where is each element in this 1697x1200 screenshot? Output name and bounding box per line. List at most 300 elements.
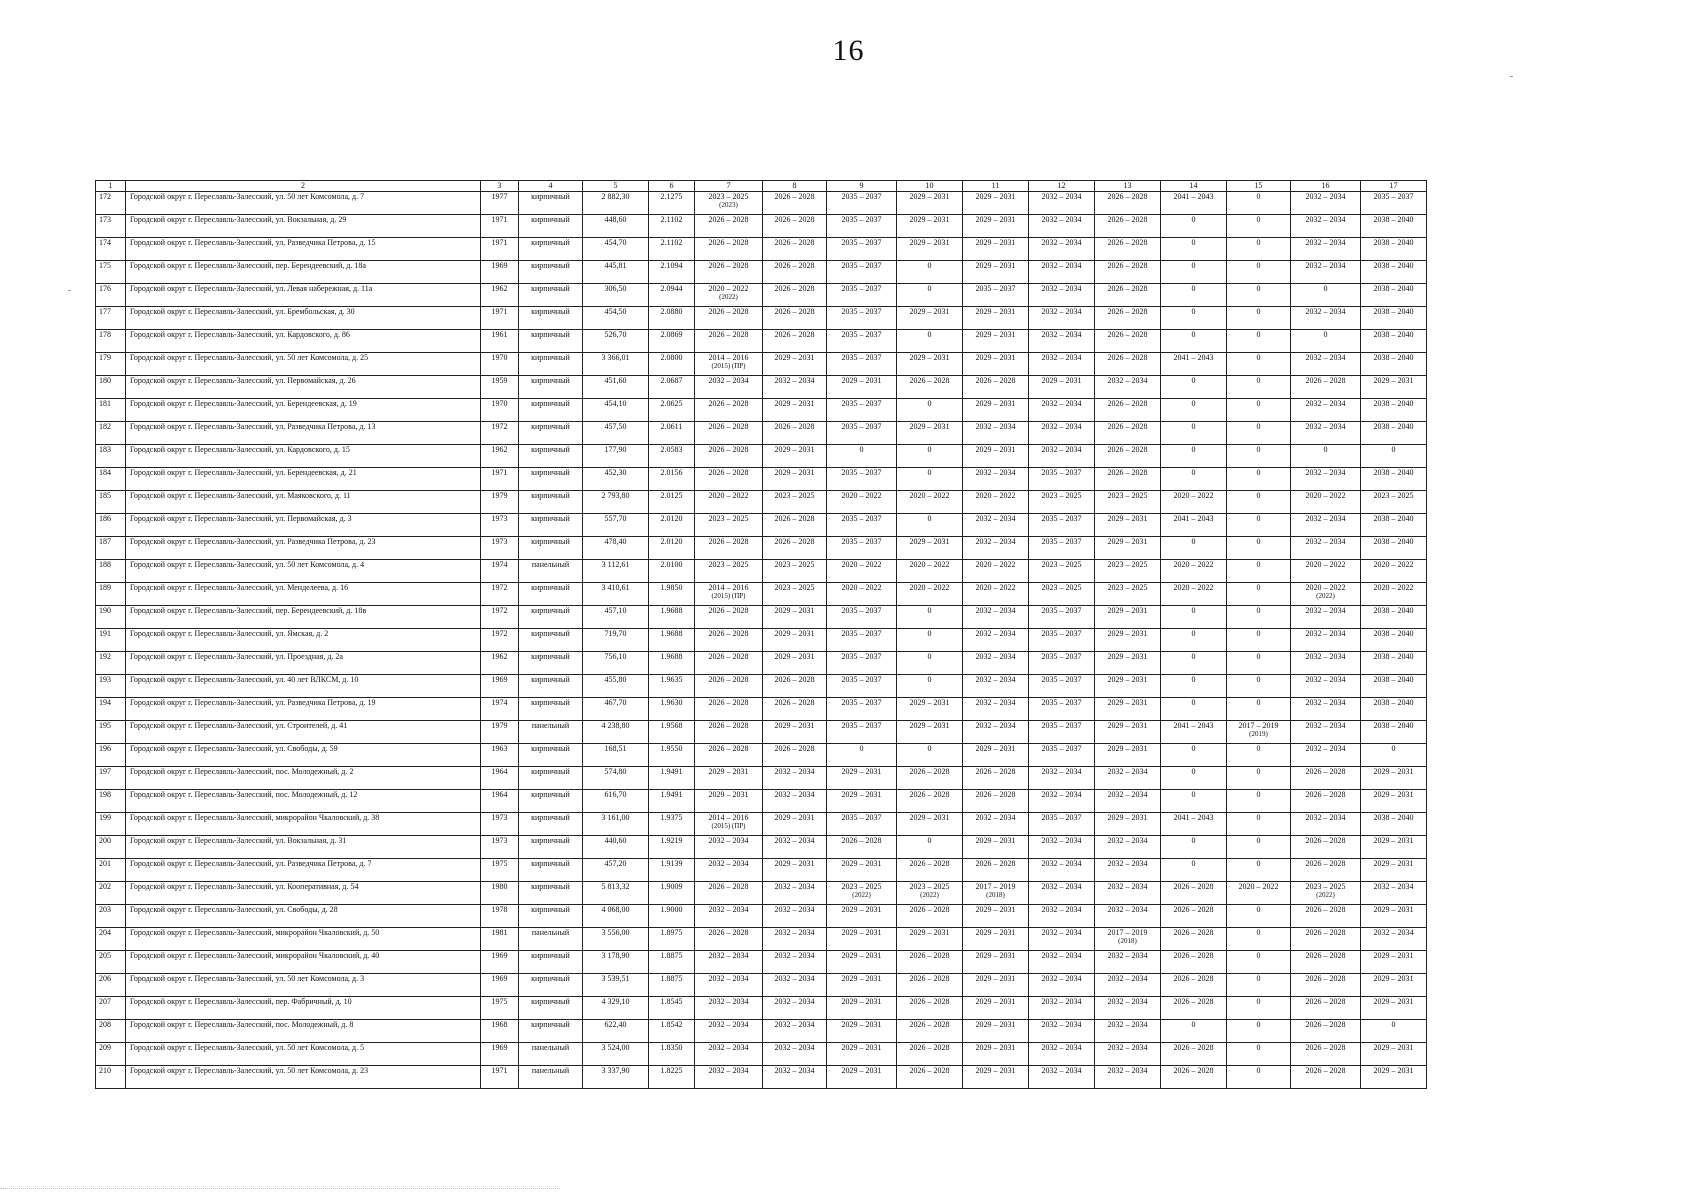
cell-value: 3 410,61 bbox=[601, 583, 630, 592]
cell-k bbox=[649, 974, 695, 997]
cell-value: 209 bbox=[99, 1043, 111, 1052]
cell-addr bbox=[126, 675, 481, 698]
cell-c9 bbox=[827, 652, 897, 675]
cell-value: 2032 – 2034 bbox=[1305, 652, 1346, 661]
cell-value: 2029 – 2031 bbox=[975, 905, 1016, 914]
cell-value: 2 882,30 bbox=[601, 192, 630, 201]
cell-value: 2032 – 2034 bbox=[975, 468, 1016, 477]
cell-c8 bbox=[763, 445, 827, 468]
cell-area bbox=[583, 721, 649, 744]
cell-c10 bbox=[897, 951, 963, 974]
cell-value: 0 bbox=[1256, 836, 1261, 845]
table-row bbox=[96, 813, 1427, 836]
cell-value: 2020 – 2022 bbox=[841, 560, 882, 569]
cell-c17 bbox=[1361, 629, 1427, 652]
cell-c10 bbox=[897, 1066, 963, 1089]
cell-n bbox=[96, 353, 126, 376]
cell-value: 0 bbox=[1323, 284, 1328, 293]
cell-value: 526,70 bbox=[604, 330, 627, 339]
cell-value: 1.9688 bbox=[660, 606, 683, 615]
cell-addr bbox=[126, 468, 481, 491]
cell-area bbox=[583, 905, 649, 928]
cell-area bbox=[583, 1020, 649, 1043]
table-row bbox=[96, 491, 1427, 514]
cell-addr bbox=[126, 238, 481, 261]
cell-value: 197 bbox=[99, 767, 111, 776]
cell-value: 2038 – 2040 bbox=[1373, 353, 1414, 362]
cell-value: 2041 – 2043 bbox=[1173, 721, 1214, 730]
cell-value: 2023 – 2025 bbox=[1305, 882, 1346, 891]
cell-c8 bbox=[763, 836, 827, 859]
cell-value: 2032 – 2034 bbox=[774, 767, 815, 776]
cell-c9 bbox=[827, 560, 897, 583]
cell-value: Городской округ г. Переславль-Залесский, ул. Первомайская, д. 26 bbox=[130, 376, 356, 385]
cell-addr bbox=[126, 905, 481, 928]
cell-year bbox=[481, 284, 519, 307]
cell-c14 bbox=[1161, 537, 1227, 560]
cell-value: 2029 – 2031 bbox=[909, 813, 950, 822]
cell-c14 bbox=[1161, 399, 1227, 422]
cell-addr bbox=[126, 330, 481, 353]
cell-c11 bbox=[963, 514, 1029, 537]
cell-c7 bbox=[695, 468, 763, 491]
cell-n bbox=[96, 744, 126, 767]
cell-c10 bbox=[897, 859, 963, 882]
cell-value: 2032 – 2034 bbox=[708, 997, 749, 1006]
cell-value: 457,20 bbox=[604, 859, 627, 868]
cell-k bbox=[649, 422, 695, 445]
cell-value: 2026 – 2028 bbox=[774, 307, 815, 316]
cell-value: 187 bbox=[99, 537, 111, 546]
cell-c7 bbox=[695, 1043, 763, 1066]
table-row bbox=[96, 376, 1427, 399]
cell-mat bbox=[519, 445, 583, 468]
cell-c15 bbox=[1227, 215, 1291, 238]
cell-c17 bbox=[1361, 905, 1427, 928]
cell-value: панельный bbox=[531, 721, 570, 730]
cell-addr bbox=[126, 399, 481, 422]
cell-area bbox=[583, 698, 649, 721]
cell-value: 5 813,32 bbox=[601, 882, 630, 891]
cell-value: 2026 – 2028 bbox=[1107, 330, 1148, 339]
cell-value: 2026 – 2028 bbox=[708, 882, 749, 891]
cell-mat bbox=[519, 192, 583, 215]
cell-n bbox=[96, 629, 126, 652]
cell-year bbox=[481, 491, 519, 514]
cell-c9 bbox=[827, 629, 897, 652]
cell-addr bbox=[126, 629, 481, 652]
cell-value: 0 bbox=[927, 606, 932, 615]
cell-c10 bbox=[897, 192, 963, 215]
cell-value: 0 bbox=[1323, 330, 1328, 339]
cell-c16 bbox=[1291, 1066, 1361, 1089]
cell-value: 1971 bbox=[491, 307, 508, 316]
cell-c17 bbox=[1361, 238, 1427, 261]
cell-value: кирпичный bbox=[531, 238, 570, 247]
cell-c16 bbox=[1291, 744, 1361, 767]
cell-value: 2026 – 2028 bbox=[774, 675, 815, 684]
cell-value: 1.8545 bbox=[660, 997, 683, 1006]
cell-area bbox=[583, 353, 649, 376]
cell-c11 bbox=[963, 698, 1029, 721]
cell-value: 2032 – 2034 bbox=[1373, 882, 1414, 891]
cell-n bbox=[96, 537, 126, 560]
table-row bbox=[96, 951, 1427, 974]
cell-value: 2032 – 2034 bbox=[1041, 330, 1082, 339]
cell-value: 1.9550 bbox=[660, 744, 683, 753]
cell-mat bbox=[519, 652, 583, 675]
cell-c14 bbox=[1161, 606, 1227, 629]
column-header-6: 6 bbox=[649, 181, 695, 192]
table-row bbox=[96, 905, 1427, 928]
cell-c15 bbox=[1227, 583, 1291, 606]
cell-value: 1962 bbox=[491, 445, 508, 454]
cell-c15 bbox=[1227, 1066, 1291, 1089]
cell-mat bbox=[519, 721, 583, 744]
cell-value: кирпичный bbox=[531, 974, 570, 983]
cell-value: 202 bbox=[99, 882, 111, 891]
table-row bbox=[96, 1043, 1427, 1066]
cell-year bbox=[481, 1043, 519, 1066]
cell-value: 2035 – 2037 bbox=[841, 629, 882, 638]
cell-value: 2032 – 2034 bbox=[1041, 307, 1082, 316]
cell-k bbox=[649, 606, 695, 629]
cell-value: 2029 – 2031 bbox=[841, 974, 882, 983]
cell-c16 bbox=[1291, 652, 1361, 675]
cell-c14 bbox=[1161, 560, 1227, 583]
cell-c13 bbox=[1095, 744, 1161, 767]
cell-year bbox=[481, 905, 519, 928]
cell-value: 0 bbox=[1256, 928, 1261, 937]
cell-c11 bbox=[963, 215, 1029, 238]
cell-value: 2032 – 2034 bbox=[1107, 1043, 1148, 1052]
cell-value: 1.9009 bbox=[660, 882, 683, 891]
cell-n bbox=[96, 974, 126, 997]
cell-value: 0 bbox=[927, 675, 932, 684]
cell-mat bbox=[519, 836, 583, 859]
cell-year bbox=[481, 767, 519, 790]
cell-c14 bbox=[1161, 284, 1227, 307]
cell-mat bbox=[519, 238, 583, 261]
cell-value: 0 bbox=[1191, 261, 1196, 270]
cell-value: кирпичный bbox=[531, 261, 570, 270]
cell-addr bbox=[126, 560, 481, 583]
cell-value: 2035 – 2037 bbox=[1041, 744, 1082, 753]
cell-value: 2029 – 2031 bbox=[1373, 1066, 1414, 1075]
cell-c7 bbox=[695, 353, 763, 376]
table-row bbox=[96, 744, 1427, 767]
column-header-4: 4 bbox=[519, 181, 583, 192]
cell-c15 bbox=[1227, 997, 1291, 1020]
cell-mat bbox=[519, 261, 583, 284]
cell-c14 bbox=[1161, 675, 1227, 698]
cell-value: 2032 – 2034 bbox=[1107, 836, 1148, 845]
cell-value: 0 bbox=[1256, 652, 1261, 661]
table-row bbox=[96, 445, 1427, 468]
cell-value: 2029 – 2031 bbox=[975, 951, 1016, 960]
cell-c16 bbox=[1291, 974, 1361, 997]
cell-c13 bbox=[1095, 951, 1161, 974]
cell-mat bbox=[519, 284, 583, 307]
cell-value: 0 bbox=[1256, 560, 1261, 569]
cell-c7 bbox=[695, 307, 763, 330]
cell-c12 bbox=[1029, 767, 1095, 790]
cell-value: 1.9219 bbox=[660, 836, 683, 845]
cell-addr bbox=[126, 882, 481, 905]
cell-value: 175 bbox=[99, 261, 111, 270]
cell-c17 bbox=[1361, 330, 1427, 353]
cell-value: 2029 – 2031 bbox=[1373, 1043, 1414, 1052]
cell-mat bbox=[519, 882, 583, 905]
cell-value: 0 bbox=[1256, 537, 1261, 546]
cell-c13 bbox=[1095, 491, 1161, 514]
cell-value: 0 bbox=[1256, 583, 1261, 592]
cell-value: 0 bbox=[1191, 422, 1196, 431]
cell-c12 bbox=[1029, 1043, 1095, 1066]
cell-c9 bbox=[827, 422, 897, 445]
cell-c17 bbox=[1361, 1043, 1427, 1066]
cell-value: 172 bbox=[99, 192, 111, 201]
cell-c7 bbox=[695, 905, 763, 928]
cell-c13 bbox=[1095, 399, 1161, 422]
cell-c7 bbox=[695, 261, 763, 284]
cell-value: Городской округ г. Переславль-Залесский, ул. Вокзальная, д. 31 bbox=[130, 836, 347, 845]
cell-c12 bbox=[1029, 629, 1095, 652]
cell-c7 bbox=[695, 491, 763, 514]
cell-value: кирпичный bbox=[531, 767, 570, 776]
cell-value: 2032 – 2034 bbox=[1305, 629, 1346, 638]
cell-c13 bbox=[1095, 560, 1161, 583]
cell-value: 0 bbox=[1256, 353, 1261, 362]
cell-addr bbox=[126, 767, 481, 790]
cell-value: кирпичный bbox=[531, 698, 570, 707]
cell-n bbox=[96, 1020, 126, 1043]
cell-value: 1970 bbox=[491, 399, 508, 408]
cell-value: 2038 – 2040 bbox=[1373, 399, 1414, 408]
cell-c13 bbox=[1095, 859, 1161, 882]
cell-c15 bbox=[1227, 238, 1291, 261]
cell-value: Городской округ г. Переславль-Залесский, ул. Берендеевская, д. 19 bbox=[130, 399, 357, 408]
cell-value: 2032 – 2034 bbox=[1041, 1066, 1082, 1075]
cell-year bbox=[481, 238, 519, 261]
cell-value: 203 bbox=[99, 905, 111, 914]
cell-c7 bbox=[695, 675, 763, 698]
cell-value: 2020 – 2022 bbox=[909, 560, 950, 569]
cell-c7 bbox=[695, 836, 763, 859]
cell-c16 bbox=[1291, 261, 1361, 284]
cell-value: 0 bbox=[1256, 307, 1261, 316]
cell-mat bbox=[519, 744, 583, 767]
cell-value: 2029 – 2031 bbox=[909, 698, 950, 707]
cell-addr bbox=[126, 583, 481, 606]
cell-value: 2035 – 2037 bbox=[841, 514, 882, 523]
cell-c7 bbox=[695, 330, 763, 353]
cell-value: 1.8225 bbox=[660, 1066, 683, 1075]
cell-c15 bbox=[1227, 376, 1291, 399]
cell-c11 bbox=[963, 284, 1029, 307]
cell-value: 2032 – 2034 bbox=[1373, 928, 1414, 937]
cell-c7 bbox=[695, 215, 763, 238]
cell-c12 bbox=[1029, 606, 1095, 629]
cell-value: кирпичный bbox=[531, 468, 570, 477]
cell-area bbox=[583, 583, 649, 606]
cell-value: 2020 – 2022 bbox=[841, 583, 882, 592]
cell-value: 2026 – 2028 bbox=[909, 376, 950, 385]
cell-c8 bbox=[763, 422, 827, 445]
cell-n bbox=[96, 514, 126, 537]
cell-value: 2029 – 2031 bbox=[975, 399, 1016, 408]
cell-c11 bbox=[963, 261, 1029, 284]
cell-c17 bbox=[1361, 882, 1427, 905]
cell-c12 bbox=[1029, 974, 1095, 997]
cell-c7 bbox=[695, 629, 763, 652]
cell-value: 2026 – 2028 bbox=[708, 698, 749, 707]
cell-value: 0 bbox=[1191, 445, 1196, 454]
cell-c7 bbox=[695, 399, 763, 422]
cell-value: 2026 – 2028 bbox=[1107, 284, 1148, 293]
table-row bbox=[96, 284, 1427, 307]
column-header-2: 2 bbox=[126, 181, 481, 192]
cell-c8 bbox=[763, 376, 827, 399]
cell-value: Городской округ г. Переславль-Залесский, ул. Свободы, д. 59 bbox=[130, 744, 338, 753]
cell-value: 0 bbox=[1256, 1043, 1261, 1052]
cell-value: 198 bbox=[99, 790, 111, 799]
cell-value: 2026 – 2028 bbox=[975, 859, 1016, 868]
cell-value: 2026 – 2028 bbox=[909, 905, 950, 914]
cell-value: 2032 – 2034 bbox=[708, 974, 749, 983]
cell-value: 0 bbox=[1191, 790, 1196, 799]
cell-mat bbox=[519, 514, 583, 537]
cell-year bbox=[481, 1066, 519, 1089]
cell-c11 bbox=[963, 583, 1029, 606]
cell-value: 2035 – 2037 bbox=[841, 192, 882, 201]
cell-value: 2023 – 2025 bbox=[774, 491, 815, 500]
cell-c9 bbox=[827, 215, 897, 238]
cell-value: кирпичный bbox=[531, 537, 570, 546]
cell-c7 bbox=[695, 882, 763, 905]
cell-area bbox=[583, 1043, 649, 1066]
cell-addr bbox=[126, 859, 481, 882]
cell-c17 bbox=[1361, 284, 1427, 307]
cell-value: 188 bbox=[99, 560, 111, 569]
cell-c9 bbox=[827, 353, 897, 376]
cell-c16 bbox=[1291, 629, 1361, 652]
cell-value: 2020 – 2022 bbox=[909, 491, 950, 500]
cell-c11 bbox=[963, 928, 1029, 951]
cell-value: 455,80 bbox=[604, 675, 627, 684]
cell-c12 bbox=[1029, 238, 1095, 261]
cell-n bbox=[96, 376, 126, 399]
cell-value: 0 bbox=[1256, 491, 1261, 500]
cell-area bbox=[583, 238, 649, 261]
cell-k bbox=[649, 215, 695, 238]
cell-c13 bbox=[1095, 767, 1161, 790]
cell-mat bbox=[519, 813, 583, 836]
cell-c13 bbox=[1095, 376, 1161, 399]
cell-value: кирпичный bbox=[531, 997, 570, 1006]
cell-value: 2038 – 2040 bbox=[1373, 721, 1414, 730]
cell-value: 2032 – 2034 bbox=[1107, 905, 1148, 914]
cell-c11 bbox=[963, 606, 1029, 629]
cell-c9 bbox=[827, 951, 897, 974]
cell-value: 2032 – 2034 bbox=[1305, 215, 1346, 224]
cell-value: 2029 – 2031 bbox=[975, 744, 1016, 753]
cell-addr bbox=[126, 537, 481, 560]
cell-value: 2.0583 bbox=[660, 445, 683, 454]
cell-value: кирпичный bbox=[531, 629, 570, 638]
cell-value: 2026 – 2028 bbox=[1173, 905, 1214, 914]
cell-value: 2029 – 2031 bbox=[975, 1066, 1016, 1075]
cell-n bbox=[96, 583, 126, 606]
cell-c16 bbox=[1291, 813, 1361, 836]
cell-value: 2026 – 2028 bbox=[1107, 215, 1148, 224]
cell-c15 bbox=[1227, 445, 1291, 468]
cell-value: 2026 – 2028 bbox=[708, 399, 749, 408]
cell-n bbox=[96, 905, 126, 928]
cell-c8 bbox=[763, 537, 827, 560]
cell-c9 bbox=[827, 468, 897, 491]
cell-c12 bbox=[1029, 951, 1095, 974]
cell-value: кирпичный bbox=[531, 675, 570, 684]
cell-area bbox=[583, 951, 649, 974]
cell-c10 bbox=[897, 721, 963, 744]
cell-value: 2041 – 2043 bbox=[1173, 192, 1214, 201]
cell-value: 2026 – 2028 bbox=[909, 790, 950, 799]
cell-c10 bbox=[897, 652, 963, 675]
cell-c9 bbox=[827, 261, 897, 284]
cell-c16 bbox=[1291, 330, 1361, 353]
cell-value: Городской округ г. Переславль-Залесский, ул. Ямская, д. 2 bbox=[130, 629, 329, 638]
cell-value: 2029 – 2031 bbox=[774, 652, 815, 661]
cell-value: 2023 – 2025 bbox=[841, 882, 882, 891]
cell-value: 3 524,00 bbox=[601, 1043, 630, 1052]
cell-value: 2032 – 2034 bbox=[774, 951, 815, 960]
cell-k bbox=[649, 652, 695, 675]
cell-c15 bbox=[1227, 675, 1291, 698]
cell-k bbox=[649, 698, 695, 721]
cell-c10 bbox=[897, 997, 963, 1020]
cell-value: 2020 – 2022 bbox=[1173, 583, 1214, 592]
cell-mat bbox=[519, 629, 583, 652]
cell-value: 2029 – 2031 bbox=[909, 928, 950, 937]
cell-c9 bbox=[827, 997, 897, 1020]
cell-note: (2022) bbox=[852, 891, 871, 899]
cell-c8 bbox=[763, 606, 827, 629]
cell-value: 2032 – 2034 bbox=[1041, 422, 1082, 431]
cell-c15 bbox=[1227, 767, 1291, 790]
cell-value: 185 bbox=[99, 491, 111, 500]
cell-c15 bbox=[1227, 1020, 1291, 1043]
cell-k bbox=[649, 928, 695, 951]
cell-value: 2026 – 2028 bbox=[841, 836, 882, 845]
table-row bbox=[96, 215, 1427, 238]
cell-value: 1964 bbox=[491, 790, 508, 799]
cell-c17 bbox=[1361, 1066, 1427, 1089]
cell-c8 bbox=[763, 882, 827, 905]
cell-c9 bbox=[827, 836, 897, 859]
table-row bbox=[96, 721, 1427, 744]
cell-n bbox=[96, 238, 126, 261]
cell-c12 bbox=[1029, 468, 1095, 491]
cell-value: 1.9688 bbox=[660, 629, 683, 638]
cell-value: 2029 – 2031 bbox=[1107, 537, 1148, 546]
cell-c7 bbox=[695, 583, 763, 606]
cell-c11 bbox=[963, 307, 1029, 330]
cell-area bbox=[583, 445, 649, 468]
cell-addr bbox=[126, 951, 481, 974]
cell-c9 bbox=[827, 537, 897, 560]
cell-year bbox=[481, 974, 519, 997]
